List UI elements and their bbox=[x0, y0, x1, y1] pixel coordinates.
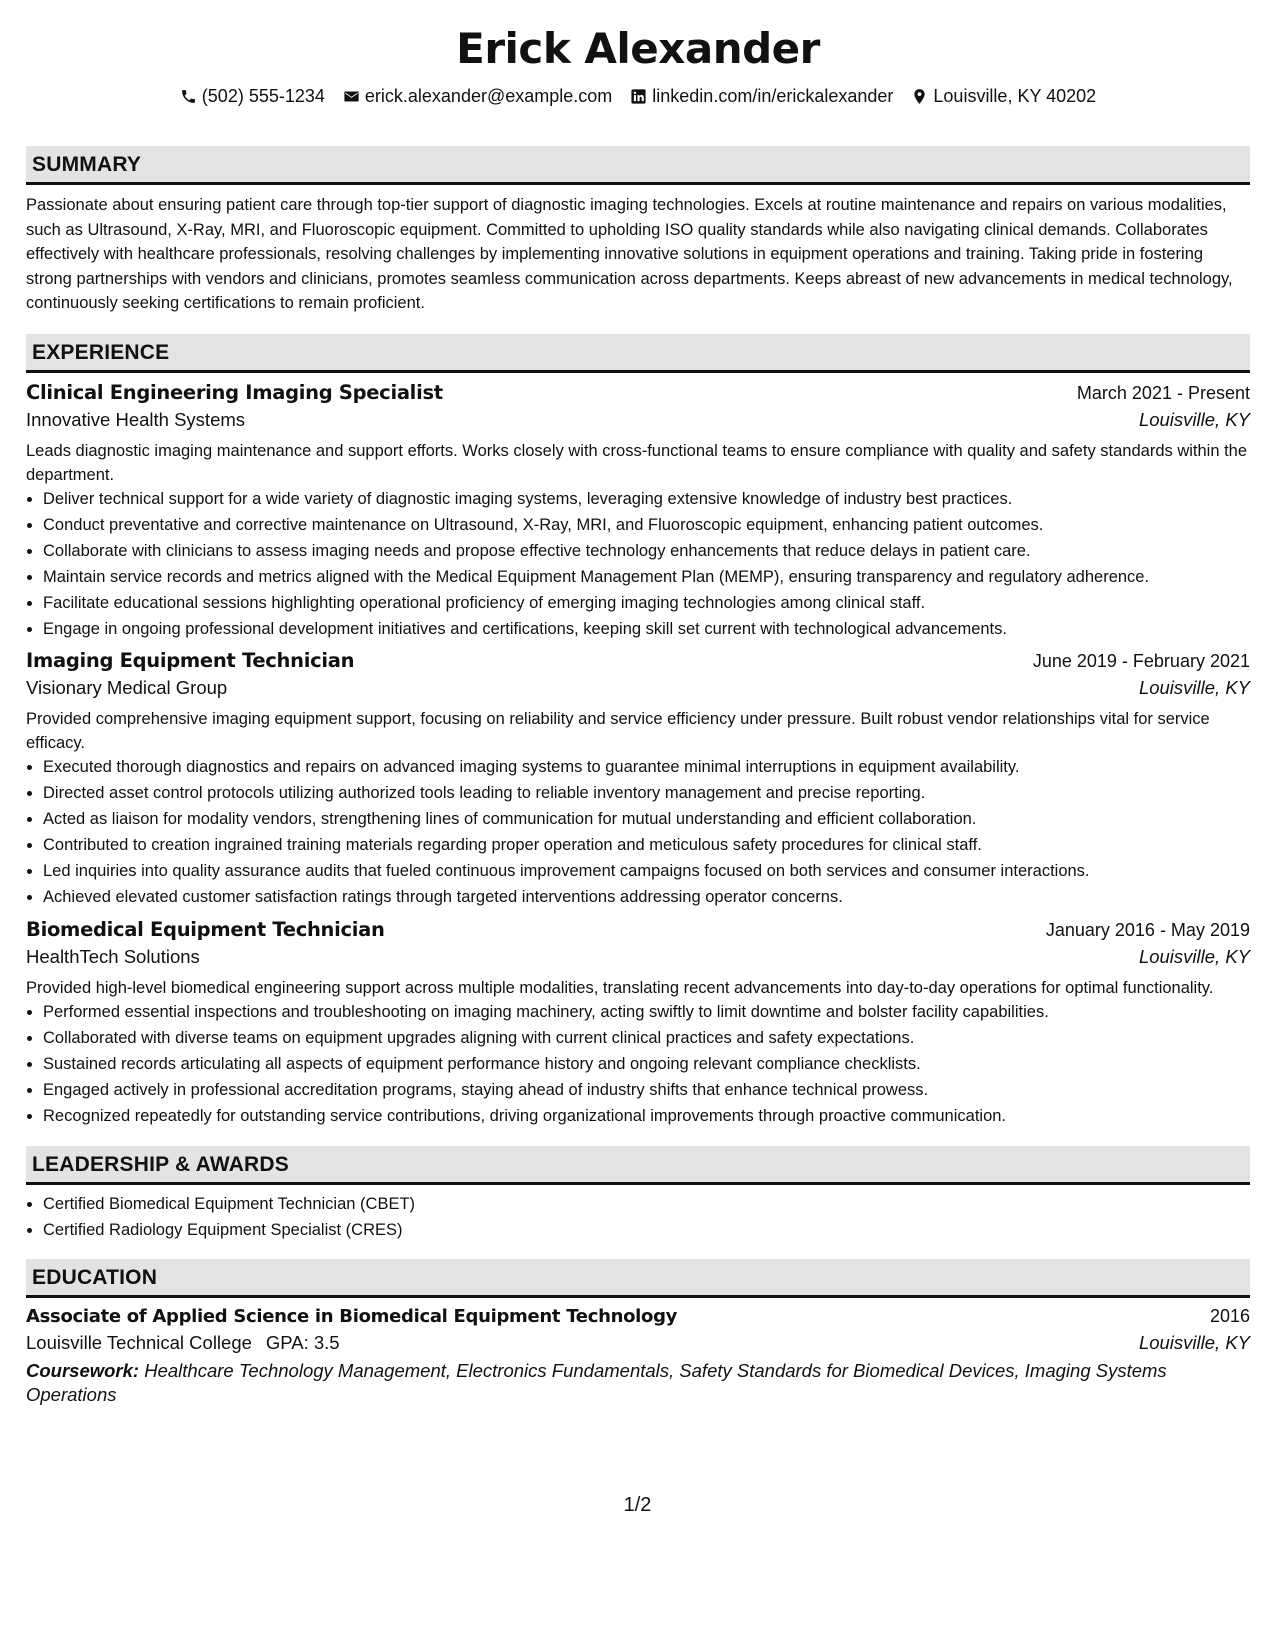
job-bullets bbox=[26, 1001, 1250, 1129]
list-item: • Collaborated with diverse teams on equipment upgrades aligning with current clinical practices and safety expectations. bbox=[43, 1027, 1250, 1051]
list-item: • Acted as liaison for modality vendors, strengthening lines of communication for mutual understanding and efficient collaboration. bbox=[43, 808, 1250, 832]
job-dates: June 2019 - February 2021 bbox=[1032, 651, 1250, 671]
list-item: • Achieved elevated customer satisfaction ratings through targeted interventions addressing operator concerns. bbox=[43, 886, 1250, 910]
phone-icon bbox=[180, 88, 197, 105]
job-entry bbox=[26, 381, 1250, 642]
summary-heading: SUMMARY bbox=[26, 146, 1250, 185]
list-item: • Led inquiries into quality assurance audits that fueled continuous improvement campaigns focused on both services and consumer interactions. bbox=[43, 860, 1250, 884]
list-item: • Certified Biomedical Equipment Technician (CBET) bbox=[43, 1193, 1250, 1217]
envelope-icon bbox=[343, 88, 360, 105]
location-text: Louisville, KY 40202 bbox=[933, 85, 1097, 106]
education-entry bbox=[26, 1306, 1250, 1407]
job-entry bbox=[26, 649, 1250, 910]
list-item: • Conduct preventative and corrective maintenance on Ultrasound, X-Ray, MRI, and Fluoroscopic equipment, enhancing patient outcomes. bbox=[43, 514, 1250, 538]
job-dates: January 2016 - May 2019 bbox=[1045, 919, 1250, 940]
map-pin-icon bbox=[911, 88, 928, 105]
contact-phone bbox=[180, 86, 325, 107]
job-bullets bbox=[26, 488, 1250, 642]
list-item: • Recognized repeatedly for outstanding service contributions, driving organizational improvements through proactive communication. bbox=[43, 1105, 1250, 1129]
job-company: HealthTech Solutions bbox=[26, 945, 200, 967]
job-description: Provided high-level biomedical engineering support across multiple modalities, translating recent advancements into day-to-day operations for optimal functionality. bbox=[26, 978, 1214, 997]
degree-title: Associate of Applied Science in Biomedical Equipment Technology bbox=[26, 1305, 678, 1327]
list-item: • Executed thorough diagnostics and repairs on advanced imaging systems to guarantee minimal interruptions in equipment availability. bbox=[43, 756, 1250, 780]
gpa: GPA: 3.5 bbox=[265, 1331, 340, 1353]
job-title: Biomedical Equipment Technician bbox=[26, 917, 385, 941]
graduation-year: 2016 bbox=[1209, 1305, 1250, 1326]
contact-linkedin[interactable] bbox=[630, 86, 893, 107]
awards-heading: LEADERSHIP & AWARDS bbox=[26, 1146, 1250, 1185]
school-location: Louisville, KY bbox=[1138, 1331, 1250, 1353]
list-item: • Maintain service records and metrics aligned with the Medical Equipment Management Plan (MEMP), ensuring transparency and regulatory adherence. bbox=[43, 566, 1250, 590]
linkedin-text[interactable]: linkedin.com/in/erickalexander bbox=[652, 85, 894, 106]
list-item: • Directed asset control protocols utilizing authorized tools leading to reliable inventory management and precise reporting. bbox=[43, 782, 1250, 806]
coursework bbox=[26, 1359, 1250, 1407]
list-item: • Facilitate educational sessions highlighting operational proficiency of emerging imaging technologies among clinical staff. bbox=[43, 592, 1250, 616]
list-item: • Deliver technical support for a wide variety of diagnostic imaging systems, leveraging extensive knowledge of industry best practices. bbox=[43, 488, 1250, 512]
list-item: • Certified Radiology Equipment Specialist (CRES) bbox=[43, 1219, 1250, 1243]
job-location: Louisville, KY bbox=[1138, 408, 1250, 430]
list-item: • Sustained records articulating all aspects of equipment performance history and ongoing relevant compliance checklists. bbox=[43, 1053, 1250, 1077]
job-location: Louisville, KY bbox=[1138, 945, 1250, 967]
contact-location bbox=[911, 86, 1096, 107]
school-name: Louisville Technical College bbox=[26, 1331, 252, 1353]
list-item: • Performed essential inspections and troubleshooting on imaging machinery, acting swiftly to limit downtime and bolster facility capabilities. bbox=[43, 1001, 1250, 1025]
summary-text: Passionate about ensuring patient care through top-tier support of diagnostic imaging technologies. Excels at routine maintenance and repairs on various modalities, such as Ultrasound, X-Ray, MRI, and Fluoroscopic equipment. Committed to upholding ISO quality standards while also navigating clinical demands. Collaborates effectively with healthcare professionals, resolving challenges by implementing innovative solutions in equipment operations and training. Taking pride in fostering strong partnerships with vendors and clinicians, promotes seamless communication across departments. Keeps abreast of new advancements in medical technology, continuously seeking certifications to remain proficient. bbox=[26, 196, 1233, 312]
job-bullets bbox=[26, 756, 1250, 910]
job-description: Provided comprehensive imaging equipment support, focusing on reliability and service efficiency under pressure. Built robust vendor relationships vital for service efficacy. bbox=[26, 710, 1210, 752]
job-description: Leads diagnostic imaging maintenance and support efforts. Works closely with cross-functional teams to ensure compliance with quality and safety standards within the department. bbox=[26, 441, 1248, 484]
list-item: • Engaged actively in professional accreditation programs, staying ahead of industry shifts that enhance technical prowess. bbox=[43, 1079, 1250, 1103]
linkedin-icon bbox=[630, 88, 647, 105]
contact-email[interactable] bbox=[343, 86, 612, 107]
list-item: • Collaborate with clinicians to assess imaging needs and propose effective technology enhancements that reduce delays in patient care. bbox=[43, 540, 1250, 564]
job-dates: March 2021 - Present bbox=[1076, 382, 1250, 403]
coursework-label: Coursework: bbox=[26, 1359, 140, 1381]
job-title: Clinical Engineering Imaging Specialist bbox=[26, 380, 443, 404]
education-heading: EDUCATION bbox=[26, 1259, 1250, 1298]
resume-page bbox=[26, 0, 1250, 1407]
job-company: Visionary Medical Group bbox=[26, 677, 228, 698]
contact-bar bbox=[26, 84, 1250, 108]
coursework-list: Healthcare Technology Management, Electronics Fundamentals, Safety Standards for Biomedical Devices, Imaging Systems Operations bbox=[26, 1359, 1167, 1405]
page-number: 1/2 bbox=[623, 1494, 652, 1516]
job-entry bbox=[26, 918, 1250, 1129]
job-title: Imaging Equipment Technician bbox=[26, 649, 355, 672]
job-location: Louisville, KY bbox=[1138, 677, 1250, 698]
candidate-name: Erick Alexander bbox=[456, 24, 820, 73]
school-line bbox=[26, 1332, 340, 1354]
job-company: Innovative Health Systems bbox=[26, 408, 246, 430]
list-item: • Contributed to creation ingrained training materials regarding proper operation and meticulous safety procedures for clinical staff. bbox=[43, 834, 1250, 858]
list-item: • Engage in ongoing professional development initiatives and certifications, keeping skill set current with technological advancements. bbox=[43, 618, 1250, 642]
awards-list bbox=[26, 1193, 1250, 1243]
phone-text: (502) 555-1234 bbox=[201, 85, 325, 106]
experience-heading: EXPERIENCE bbox=[26, 334, 1250, 373]
email-text[interactable]: erick.alexander@example.com bbox=[364, 85, 613, 106]
